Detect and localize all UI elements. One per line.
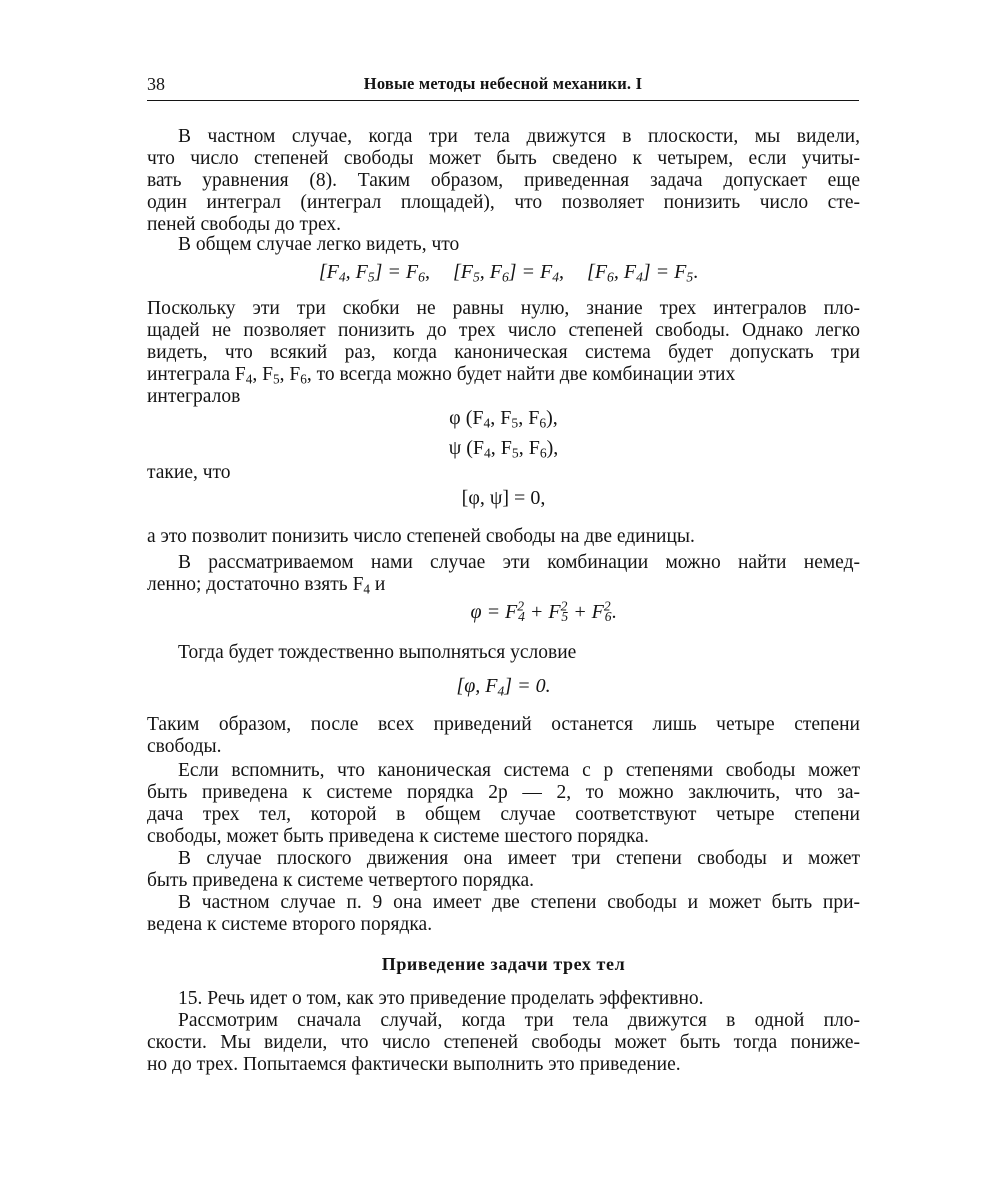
text-line: Если вспомнить, что каноническая система с p степенями свободы может xyxy=(178,760,860,781)
formula-sub: 4 xyxy=(483,415,491,431)
text-line: а это позволит понизить число степеней свободы на две единицы. xyxy=(147,526,695,547)
text-line: такие, что xyxy=(147,462,231,483)
text-line xyxy=(147,574,860,596)
formula-sub: 5 xyxy=(686,269,694,285)
formula-part: [φ, F xyxy=(456,675,498,697)
formula-sub: 4 xyxy=(497,683,505,699)
formula-sub: 4 xyxy=(636,269,643,285)
formula-bracket-zero: [φ, ψ] = 0, xyxy=(461,487,546,509)
formula-part: , F xyxy=(490,437,512,459)
formula-brackets xyxy=(147,260,860,284)
formula-part: ] = F xyxy=(508,261,553,283)
page-header xyxy=(147,72,859,101)
formula-sub: 4 xyxy=(338,269,346,285)
formula-part: , xyxy=(559,261,565,283)
formula-part: , xyxy=(424,261,430,283)
text-line: но до трех. Попытаемся фактически выполнить это приведение. xyxy=(147,1054,681,1075)
text-part: , F xyxy=(252,364,273,385)
formula-part: + F xyxy=(524,601,561,623)
formula-part: , F xyxy=(490,407,512,429)
formula-sub: 5 xyxy=(561,609,569,625)
text-line: Таким образом, после всех приведений останется лишь четыре степени xyxy=(147,714,860,735)
formula-sub: 5 xyxy=(511,415,519,431)
text-line: быть приведена к системе четвертого порядка. xyxy=(147,870,535,891)
formula-part: . xyxy=(611,601,617,623)
formula-part: φ = F xyxy=(470,601,518,623)
formula-phi xyxy=(147,406,860,430)
formula-sub: 6 xyxy=(539,445,547,461)
formula-part: , F xyxy=(479,261,502,283)
formula-part: [F xyxy=(318,261,339,283)
text-line: интегралов xyxy=(147,386,241,407)
text-line: В общем случае легко видеть, что xyxy=(178,234,460,255)
formula-psi xyxy=(147,436,860,460)
text-line: В рассматриваемом нами случае эти комбинации можно найти немед- xyxy=(178,552,860,573)
formula-part: [F xyxy=(452,261,473,283)
text-line: 15. Речь идет о том, как это приведение проделать эффективно. xyxy=(178,988,704,1009)
text-part: ленно; достаточно взять F xyxy=(147,574,364,595)
formula-part: , F xyxy=(518,437,540,459)
text-line: щадей не позволяет понизить до трех число степеней свободы. Однако легко xyxy=(147,320,860,341)
page-number: 38 xyxy=(147,74,165,94)
text-line: Поскольку эти три скобки не равны нулю, знание трех интегралов пло- xyxy=(147,298,860,319)
formula-sup: 2 xyxy=(517,598,525,614)
formula-sub: 5 xyxy=(472,269,480,285)
text-line: Тогда будет тождественно выполняться условие xyxy=(178,642,577,663)
formula-phi-f4 xyxy=(147,674,860,698)
formula-sub: 6 xyxy=(607,269,614,285)
text-line: видеть, что всякий раз, когда каноническая система будет допускать три xyxy=(147,342,860,363)
text-line: ведена к системе второго порядка. xyxy=(147,914,433,935)
formula-part: , F xyxy=(613,261,637,283)
text-part: интеграла F xyxy=(147,364,246,385)
text-line: что число степеней свободы может быть сведено к четырем, если учиты- xyxy=(147,148,860,169)
text-part: , F xyxy=(279,364,301,385)
formula-part: + F xyxy=(568,601,604,623)
formula-sup: 2 xyxy=(603,598,611,614)
formula-sub: 5 xyxy=(511,445,519,461)
formula-sub: 4 xyxy=(552,269,560,285)
formula-sub: 5 xyxy=(272,371,280,387)
text-part: и xyxy=(370,574,386,595)
text-line: вать уравнения (8). Таким образом, приведенная задача допускает еще xyxy=(147,170,860,191)
text-line: скости. Мы видели, что число степеней свободы может быть тогда пониже- xyxy=(147,1032,860,1053)
text-line: В частном случае п. 9 она имеет две степени свободы и может быть при- xyxy=(178,892,860,913)
text-line xyxy=(147,364,860,386)
formula-sub: 6 xyxy=(501,269,509,285)
formula-part: ] = F xyxy=(374,261,419,283)
text-line: быть приведена к системе порядка 2p — 2, то можно заключить, что за- xyxy=(147,782,860,803)
text-line: дача трех тел, которой в общем случае соответствуют четыре степени xyxy=(147,804,860,825)
formula-sub: 4 xyxy=(484,445,491,461)
formula-sub: 4 xyxy=(363,581,371,597)
formula-part: . xyxy=(693,261,699,283)
formula-sub: 5 xyxy=(367,269,375,285)
text-line: свободы, может быть приведена к системе шестого порядка. xyxy=(147,826,649,847)
formula-sup: 2 xyxy=(560,598,568,614)
formula-part: ] = F xyxy=(642,261,687,283)
formula-part: , F xyxy=(518,407,540,429)
text-line: свободы. xyxy=(147,736,222,757)
formula-sub: 6 xyxy=(300,371,307,387)
running-title: Новые методы небесной механики. I xyxy=(363,74,643,93)
section-heading: Приведение задачи трех тел xyxy=(381,954,626,974)
formula-part: ] = 0. xyxy=(504,675,551,697)
formula-phi-sum xyxy=(147,600,860,624)
formula-part: , F xyxy=(345,261,368,283)
text-line: В частном случае, когда три тела движутся в плоскости, мы видели, xyxy=(178,126,860,147)
formula-part: ψ (F xyxy=(448,437,484,459)
formula-part: ), xyxy=(546,407,558,429)
text-line: Рассмотрим сначала случай, когда три тела движутся в одной пло- xyxy=(178,1010,860,1031)
text-line: пеней свободы до трех. xyxy=(147,214,342,235)
formula-sub: 6 xyxy=(604,609,612,625)
formula-part: ), xyxy=(546,437,559,459)
text-line: один интеграл (интеграл площадей), что позволяет понизить число сте- xyxy=(147,192,860,213)
formula-sub: 6 xyxy=(418,269,425,285)
formula-sub: 4 xyxy=(245,371,253,387)
text-line: В случае плоского движения она имеет три степени свободы и может xyxy=(178,848,860,869)
formula-sub: 6 xyxy=(539,415,547,431)
formula-sub: 4 xyxy=(518,609,525,625)
formula-part: [F xyxy=(587,261,608,283)
formula-part: φ (F xyxy=(449,407,484,429)
text-part: , то всегда можно будет найти две комбинации этих xyxy=(306,364,736,385)
